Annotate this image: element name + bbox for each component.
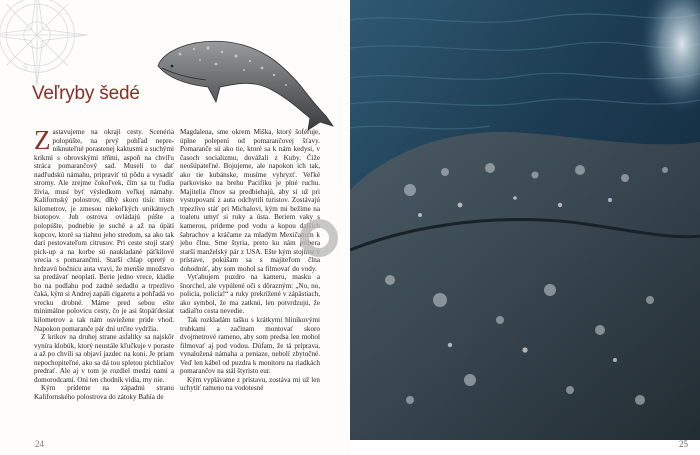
page-number-right: 25 (679, 439, 688, 449)
paragraph-2: Z krikov na druhej strane asfaltky sa najskôr vyníra klobúk, ktorý neustále kľučkuje v poraste a až po chvíli sa objaví jazdec na koni. Je priam nepochopiteľné, ako sa dá tou spletou pichliačov predrať. Ale aj v tom je rozdiel medzi nami a domorodcami. Oni ten chodník vidia, my nie. (34, 333, 174, 384)
paragraph-5: Vyťahujem puzdro na kameru, masku a šnorchel, ale vypúlené oči s dôrazným: „No, no, policía, policía!“ a ruky prekrížené v zápästiach, ako symbol, že ma zatknú, len potvrdzujú, že tadiaľto cesta nevedie. (180, 273, 320, 316)
right-page (350, 0, 700, 455)
text-column-1 (34, 128, 174, 428)
paragraph-1 (34, 128, 174, 333)
svg-text:S: S (22, 62, 28, 73)
paragraph-3: Kým prídeme na západnú stranu Kalifornského polostrova do zátoky Bahía de (34, 384, 174, 401)
compass-rose-icon (0, 0, 92, 90)
drop-cap: Z (34, 128, 51, 155)
page-margin (350, 440, 700, 455)
paragraph-1-text: astavujeme na okraji cesty. Scenéria polopúšte, na prvý pohľad nepre-niknuteľné porastenej kaktusmi a suchými krikmi s obrovskými tŕňmi, aspoň na chvíľu stráca pomarančový sad. Museli to dať nadľudskú námahu, pripraviť tú pôdu a vysadiť stromy. Ale zrejme čokoľvek, čím sa tu ľudia živia, musí byť výsledkom veľkej námahy. Kalifornský polostrov, dlhý skoro tisíc tristo kilometrov, je zmesou niekoľkých unikátnych biotopov. Juh ostrova ovládajú púšte a polopúšte, podnebie je suché a až na úpätí kopcov, ktoré sa tiahnu jeho stredom, sa ako tak darí pestovateľom citrusov. Pri ceste stojí starý pick-up a na korbe sú naukladané päťkilové vrecia s pomarančmi. Starší chlap opretý o hrdzavú bočnicu auta vravi, že menšie množstvo sa predávať neoplatí. Berie jedno vrece, kladie ho na podlahu pod zadné sedadlo a trpezlivo čaká, kým si Andrej zapáli cigaretu a pohľadá vo vrecku drobné. Máme pred sebou ešte minimálne polovicu cesty, čo je asi štopäťdesiat kilometrov a tak nám osviežene pride vhod. Napokon pomaranče pár dní určite vydržia. (34, 128, 174, 333)
paragraph-4: Magdalena, sme okrem Miška, ktorý šoféruje, úplne polepení od pomarančovej šťavy. Pomaranče sú ako tie, ktoré sa k nám kedysi, v časoch socializmu, dovážali z Kuby. Čiže neošúpateľné. Bojujeme, ale napokon ich tak, ako tie kubánske, musíme vyhryzť. Veľké parkovisko na brehu Pacifiku je plné ruchu. Majitelia člnov sa predbiehajú, aby si už pri vystupovaní z auta odchytili turistov. Zostávajú trpezlivo stáť pri Michalovi, kým mi bežíme na toaletu umyť si ruky a ústa. Beriem vaky s kamerou, prídeme pod vodu a kopou dalších šabrachov a kráčame za mladým Mexičanom k jeho člnu. Sme štyria, preto ku nám pribera starší manželský pár z USA. Ešte kým stojíme v prístave, pokúšam sa s majiteľom člna dohodnúť, aby som mohol sa filmovať do vody. (180, 128, 320, 273)
chapter-title: Veľryby šedé (32, 83, 140, 104)
text-column-2 (180, 128, 320, 428)
paragraph-6: Tak rozkladám tašku s krátkymi hliníkovými trubkami a začínam montovať skoro dvojmetrové rameno, aby som predsa len mohol filmovať aj pod vodou. Dúfam, že tá príprava, vynaložená námaha a peniaze, nebolí zbytočné. Veď len kábel od puzdra k monitoru na riadkách pomarančov na stál štyristo eur. (180, 316, 320, 376)
gray-whale-illustration (150, 30, 335, 135)
paragraph-7: Kým vyplávame z prístavu, zostáva mi už len uchytiť rameno na vodotesné (180, 375, 320, 393)
gray-whale-photo (350, 0, 700, 440)
page-number-left: 24 (35, 439, 44, 449)
